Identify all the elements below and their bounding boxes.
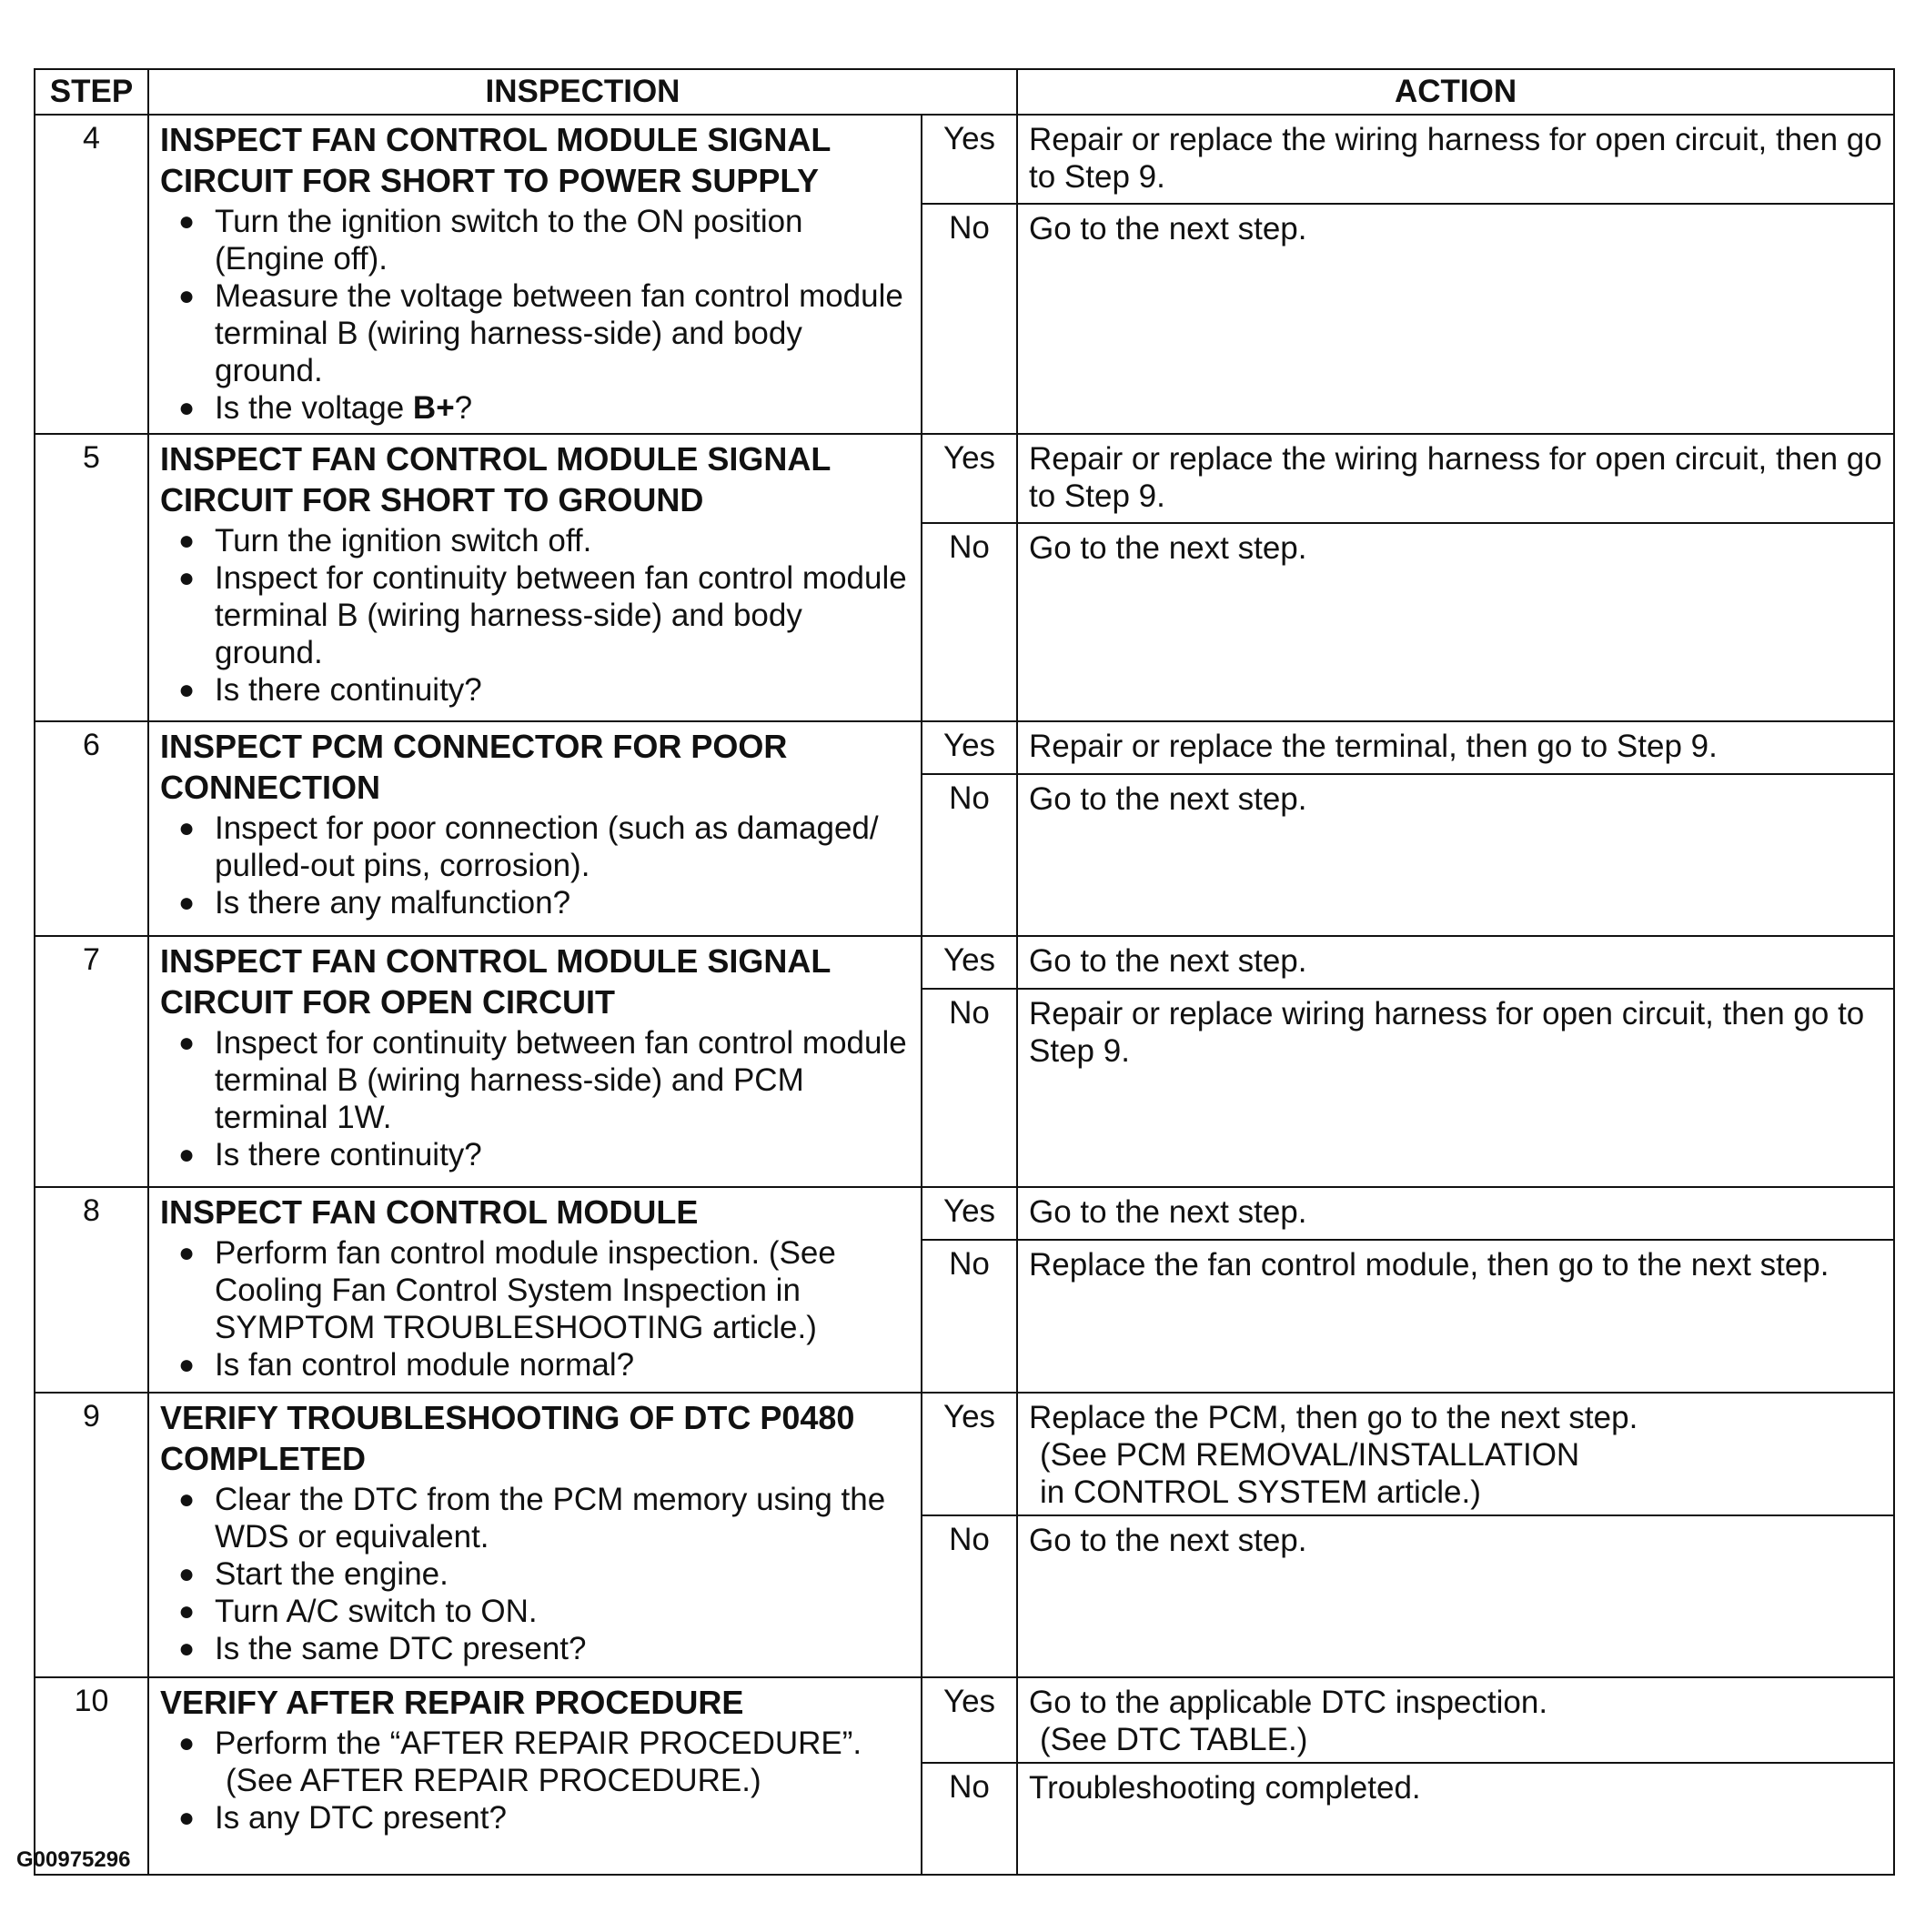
bullet-item: ● Turn the ignition switch to the ON position (Engine off). xyxy=(178,204,803,277)
bullet-icon: ● xyxy=(178,1350,196,1380)
no-action: Go to the next step. xyxy=(1017,523,1894,721)
inspection-cell xyxy=(148,1393,922,1677)
no-action: Go to the next step. xyxy=(1017,1515,1894,1677)
inspection-title-line: INSPECT FAN CONTROL MODULE SIGNAL xyxy=(160,942,831,980)
header-step: STEP xyxy=(35,69,148,115)
step-number: 4 xyxy=(35,115,148,434)
voltage-value: B+ xyxy=(412,390,455,426)
bullet-item: ● Perform fan control module inspection. (See Cooling Fan Control System Inspection in SYMPTOM TROUBLESHOOTING article.) xyxy=(178,1235,836,1345)
yes-label: Yes xyxy=(922,1393,1017,1515)
yes-action: Repair or replace the wiring harness for open circuit, then go to Step 9. xyxy=(1017,115,1894,204)
no-label: No xyxy=(922,1515,1017,1677)
inspection-title xyxy=(160,119,913,201)
troubleshooting-sheet xyxy=(34,68,1893,1876)
step-number: 9 xyxy=(35,1393,148,1677)
bullet-item: ● Is the same DTC present? xyxy=(178,1631,587,1666)
bullet-item: ● Measure the voltage between fan control module terminal B (wiring harness-side) and body ground. xyxy=(178,278,903,388)
yes-action-text: Replace the PCM, then go to the next step. xyxy=(1029,1400,1638,1435)
bullet-icon: ● xyxy=(178,1484,196,1514)
yes-label: Yes xyxy=(922,115,1017,204)
troubleshooting-table xyxy=(34,68,1895,1876)
inspection-cell xyxy=(148,115,922,434)
no-label: No xyxy=(922,1240,1017,1393)
header-inspection: INSPECTION xyxy=(148,69,1017,115)
no-action: Repair or replace wiring harness for open circuit, then go to Step 9. xyxy=(1017,989,1894,1187)
figure-code: G00975296 xyxy=(16,1847,131,1872)
table-row-step-6-yes xyxy=(35,721,1894,774)
inspection-title-line: COMPLETED xyxy=(160,1440,367,1477)
bullet-icon: ● xyxy=(178,1634,196,1664)
bullet-item: ● Inspect for continuity between fan control module terminal B (wiring harness-side) and PCM terminal 1W. xyxy=(178,1025,907,1135)
inspection-title xyxy=(160,941,913,1022)
bullet-item: ● Turn A/C switch to ON. xyxy=(178,1594,538,1629)
bullet-icon: ● xyxy=(178,1803,196,1833)
bullet-item: ● Clear the DTC from the PCM memory using the WDS or equivalent. xyxy=(178,1482,886,1555)
bullet-icon: ● xyxy=(178,1596,196,1626)
bullet-item: ● Inspect for poor connection (such as damaged/ pulled-out pins, corrosion). xyxy=(178,810,879,883)
inspection-title-line: INSPECT FAN CONTROL MODULE SIGNAL xyxy=(160,121,831,158)
yes-label: Yes xyxy=(922,434,1017,523)
bullet-item: ● Inspect for continuity between fan control module terminal B (wiring harness-side) and body ground. xyxy=(178,560,907,670)
bullet-icon: ● xyxy=(178,526,196,556)
bullet-item: ● Is there continuity? xyxy=(178,1137,482,1172)
bullet-icon: ● xyxy=(178,206,196,236)
no-label: No xyxy=(922,774,1017,936)
inspection-title-line: CONNECTION xyxy=(160,769,380,806)
no-action: Troubleshooting completed. xyxy=(1017,1763,1894,1875)
inspection-title-line: CIRCUIT FOR SHORT TO POWER SUPPLY xyxy=(160,162,820,199)
yes-label: Yes xyxy=(922,1677,1017,1763)
reference-note: (See PCM REMOVAL/INSTALLATION xyxy=(1040,1437,1580,1473)
inspection-title xyxy=(160,1397,913,1479)
inspection-cell xyxy=(148,721,922,936)
bullet-icon: ● xyxy=(178,675,196,705)
inspection-bullets xyxy=(160,810,913,921)
yes-action: Repair or replace the terminal, then go to Step 9. xyxy=(1017,721,1894,774)
inspection-title-line: INSPECT FAN CONTROL MODULE xyxy=(160,1193,699,1231)
bullet-icon: ● xyxy=(178,563,196,593)
table-row-step-5-yes xyxy=(35,434,1894,523)
yes-label: Yes xyxy=(922,936,1017,989)
bullet-icon: ● xyxy=(178,1728,196,1758)
inspection-title-line: VERIFY TROUBLESHOOTING OF DTC P0480 xyxy=(160,1399,855,1436)
table-row-step-9-yes xyxy=(35,1393,1894,1515)
reference-note: (See DTC TABLE.) xyxy=(1040,1722,1308,1757)
inspection-title xyxy=(160,726,913,808)
inspection-bullets xyxy=(160,203,913,427)
bullet-item: ● Is the voltage B+? xyxy=(178,390,473,426)
table-row-step-7-yes xyxy=(35,936,1894,989)
no-action: Go to the next step. xyxy=(1017,204,1894,434)
inspection-bullets xyxy=(160,1481,913,1667)
inspection-title xyxy=(160,438,913,520)
inspection-bullets xyxy=(160,1024,913,1173)
inspection-cell xyxy=(148,1187,922,1393)
bullet-item: ● Is any DTC present? xyxy=(178,1800,507,1836)
bullet-icon: ● xyxy=(178,888,196,918)
step-number: 10 xyxy=(35,1677,148,1875)
bullet-icon: ● xyxy=(178,1238,196,1268)
inspection-title-line: CIRCUIT FOR SHORT TO GROUND xyxy=(160,481,704,518)
inspection-title-line: INSPECT PCM CONNECTOR FOR POOR xyxy=(160,728,788,765)
bullet-item: ● Start the engine. xyxy=(178,1556,448,1592)
inspection-cell xyxy=(148,1677,922,1875)
yes-label: Yes xyxy=(922,721,1017,774)
yes-action xyxy=(1017,1393,1894,1515)
bullet-item: ● Is there any malfunction? xyxy=(178,885,571,921)
table-row-step-10-yes xyxy=(35,1677,1894,1763)
bullet-item: ● Is fan control module normal? xyxy=(178,1347,635,1383)
reference-note: in CONTROL SYSTEM article.) xyxy=(1040,1474,1481,1510)
bullet-item: ● Is there continuity? xyxy=(178,672,482,708)
step-number: 7 xyxy=(35,936,148,1187)
bullet-note: (See AFTER REPAIR PROCEDURE.) xyxy=(226,1763,761,1798)
table-row-step-8-yes xyxy=(35,1187,1894,1240)
inspection-bullets xyxy=(160,1234,913,1384)
table-header-row xyxy=(35,69,1894,115)
no-action: Replace the fan control module, then go to the next step. xyxy=(1017,1240,1894,1393)
no-action: Go to the next step. xyxy=(1017,774,1894,936)
bullet-item: ● Perform the “AFTER REPAIR PROCEDURE”. xyxy=(178,1726,862,1761)
bullet-icon: ● xyxy=(178,1559,196,1589)
step-number: 8 xyxy=(35,1187,148,1393)
yes-label: Yes xyxy=(922,1187,1017,1240)
inspection-bullets xyxy=(160,1725,913,1836)
no-label: No xyxy=(922,989,1017,1187)
inspection-title xyxy=(160,1192,913,1233)
no-label: No xyxy=(922,204,1017,434)
yes-action xyxy=(1017,1677,1894,1763)
header-action: ACTION xyxy=(1017,69,1894,115)
inspection-title xyxy=(160,1682,913,1723)
bullet-icon: ● xyxy=(178,1028,196,1058)
bullet-icon: ● xyxy=(178,813,196,843)
inspection-title-line: CIRCUIT FOR OPEN CIRCUIT xyxy=(160,983,615,1021)
bullet-icon: ● xyxy=(178,1140,196,1170)
step-number: 6 xyxy=(35,721,148,936)
bullet-icon: ● xyxy=(178,393,196,423)
inspection-title-line: VERIFY AFTER REPAIR PROCEDURE xyxy=(160,1684,744,1721)
no-label: No xyxy=(922,1763,1017,1875)
inspection-cell xyxy=(148,936,922,1187)
no-label: No xyxy=(922,523,1017,721)
yes-action: Repair or replace the wiring harness for open circuit, then go to Step 9. xyxy=(1017,434,1894,523)
table-row-step-4-yes xyxy=(35,115,1894,204)
bullet-icon: ● xyxy=(178,281,196,311)
bullet-item: ● Turn the ignition switch off. xyxy=(178,523,592,558)
inspection-title-line: INSPECT FAN CONTROL MODULE SIGNAL xyxy=(160,440,831,478)
yes-action: Go to the next step. xyxy=(1017,1187,1894,1240)
yes-action-text: Go to the applicable DTC inspection. xyxy=(1029,1685,1548,1720)
step-number: 5 xyxy=(35,434,148,721)
inspection-cell xyxy=(148,434,922,721)
inspection-bullets xyxy=(160,522,913,709)
yes-action: Go to the next step. xyxy=(1017,936,1894,989)
